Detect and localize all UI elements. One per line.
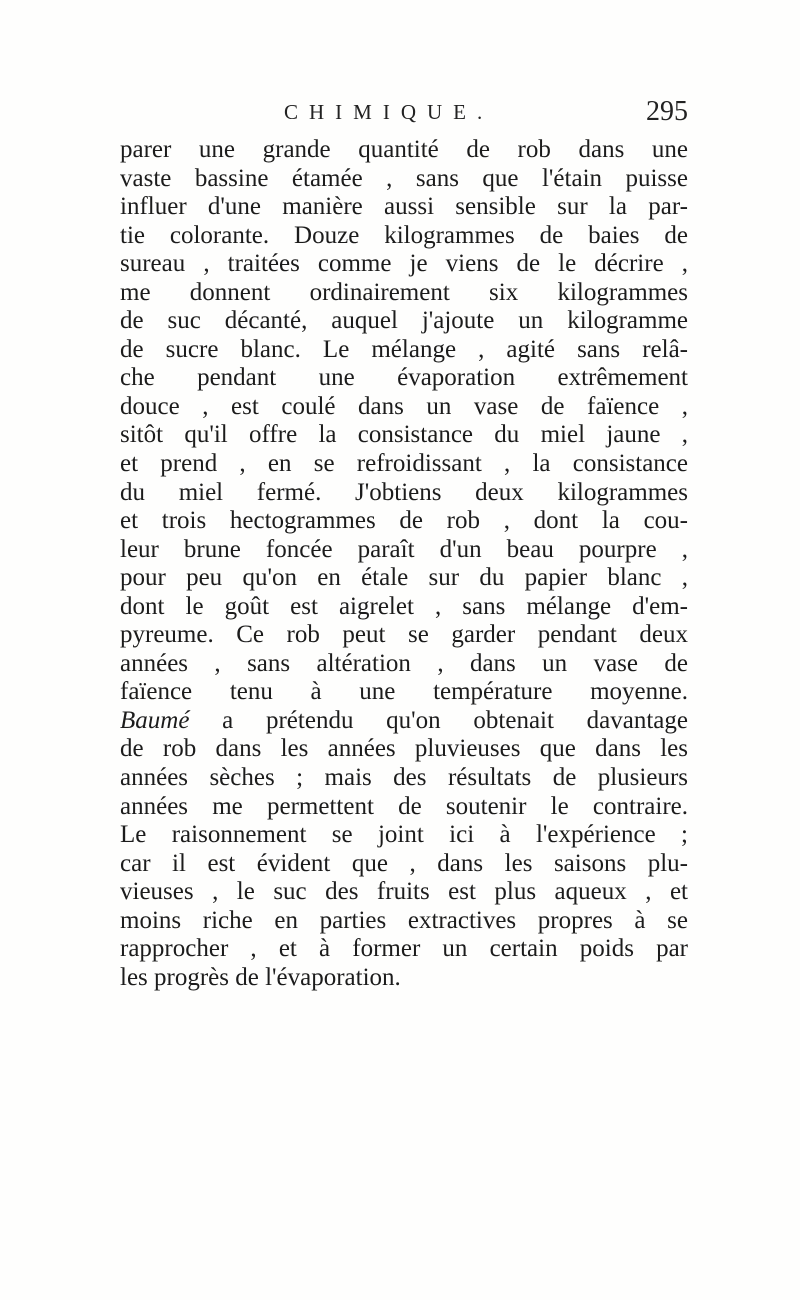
running-head	[120, 96, 688, 132]
text-line: douce , est coulé dans un vase de faïence ,	[120, 392, 688, 420]
text-line: sitôt qu'il offre la consistance du miel jaune ,	[120, 421, 688, 449]
text-line: du miel fermé. J'obtiens deux kilogrammes	[120, 478, 688, 506]
page-number: 295	[646, 96, 688, 127]
text-line: car il est évident que , dans les saisons plu-	[120, 849, 688, 877]
text-line: de sucre blanc. Le mélange , agité sans relâ-	[120, 335, 688, 363]
text-line: de suc décanté, auquel j'ajoute un kilogramme	[120, 307, 688, 335]
text-line: influer d'une manière aussi sensible sur la par-	[120, 193, 688, 221]
text-line: vaste bassine étamée , sans que l'étain puisse	[120, 164, 688, 192]
text-line: années sèches ; mais des résultats de plusieurs	[120, 764, 688, 792]
text-line-baume	[120, 707, 688, 736]
text-line: années me permettent de soutenir le contraire.	[120, 792, 688, 820]
text-line: sureau , traitées comme je viens de le décrire ,	[120, 250, 688, 278]
text-line: tie colorante. Douze kilogrammes de baies de	[120, 221, 688, 249]
text-line: de rob dans les années pluvieuses que dans les	[120, 735, 688, 763]
text-line: me donnent ordinairement six kilogrammes	[120, 278, 688, 306]
text-line: rapprocher , et à former un certain poids par	[120, 935, 688, 963]
text-line-last: les progrès de l'évaporation.	[120, 963, 401, 991]
body-text	[120, 136, 688, 992]
author-name-italic: Baumé	[120, 706, 190, 734]
running-title: CHIMIQUE.	[284, 100, 494, 124]
text-line: pyreume. Ce rob peut se garder pendant deux	[120, 621, 688, 649]
text-line: dont le goût est aigrelet , sans mélange d'em-	[120, 592, 688, 620]
text-line: moins riche en parties extractives propres à se	[120, 906, 688, 934]
text-line-remainder: a prétendu qu'on obtenait davantage	[189, 706, 688, 734]
text-line: parer une grande quantité de rob dans une	[120, 136, 688, 163]
text-line: années , sans altération , dans un vase de	[120, 649, 688, 677]
text-line: faïence tenu à une température moyenne.	[120, 678, 688, 706]
text-line: che pendant une évaporation extrêmement	[120, 364, 688, 392]
text-line: pour peu qu'on en étale sur du papier blanc ,	[120, 564, 688, 592]
text-line: et trois hectogrammes de rob , dont la cou-	[120, 507, 688, 535]
text-line: Le raisonnement se joint ici à l'expérience ;	[120, 821, 688, 849]
text-line: vieuses , le suc des fruits est plus aqueux , et	[120, 878, 688, 906]
text-line: leur brune foncée paraît d'un beau pourpre ,	[120, 535, 688, 563]
text-line: et prend , en se refroidissant , la consistance	[120, 450, 688, 478]
